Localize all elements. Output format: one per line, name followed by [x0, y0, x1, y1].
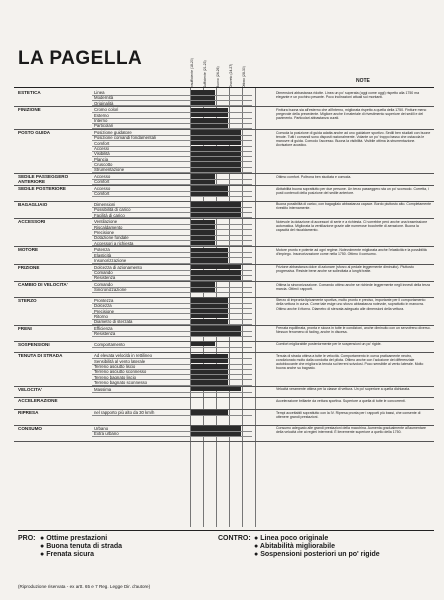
rating-bar — [191, 354, 228, 358]
contro-text: Abitabilità migliorabile — [259, 543, 335, 550]
rating-bar — [191, 162, 241, 166]
pagella-page — [14, 12, 434, 592]
rating-bar — [191, 282, 215, 286]
contro-text: Linea poco originale — [260, 535, 329, 542]
rating-bar — [191, 230, 215, 234]
rating-bar — [191, 265, 241, 269]
section-note: Frenata equilibrata, pronta e sicura in tutte le condizioni, anche diminuito con un servofreno diverso. Nessun fenomeno di fading, anche in discesa. — [276, 326, 431, 335]
criterion-label: Accessori a richiesta — [94, 240, 134, 246]
criterion-label: Dotazione fondale — [94, 235, 129, 241]
rating-bar — [191, 309, 228, 313]
criterion-dotted-rule — [92, 392, 252, 393]
criterion-label: Possibilità di carico — [94, 207, 131, 213]
criterion-label: Comfort — [94, 191, 110, 197]
section-note: Velocità veramente ottima per la classe di vettura. Un po' superiore a quella dichiarata. — [276, 387, 411, 392]
rating-bar — [191, 342, 215, 346]
criterion-label: Posizione guidatore — [94, 130, 132, 136]
rating-bar — [191, 96, 215, 100]
page-title: LA PAGELLA — [18, 48, 143, 69]
copyright-footer: (Riproduzione riservata - ex artt. 65 e 7 Reg. Legge Dir. d'autore) — [18, 584, 151, 589]
pros-item — [40, 551, 200, 558]
section-note: Tenuta di strada ottima a tutte le velocità. Comportamento in curva praticamente neutro, condizionato molto dalla condotta del pilota. Ottimo anche con l'adozione dei differenziale autobloccante che migliora la tenuta sui terreni scivolosi. Poco sensibile al vento laterale. Molto buona anche su bagnato. — [276, 353, 424, 371]
column-header: Ottimo (28-30) — [242, 66, 246, 88]
rating-bar — [191, 236, 215, 240]
criterion-label: Insonorizzazione — [94, 257, 127, 263]
rating-bar — [191, 130, 241, 134]
column-header: Discreto (24-27) — [229, 63, 233, 88]
criterion-label: Dimensioni — [94, 201, 116, 207]
criterion-label: Cruscotto — [94, 161, 113, 167]
pros-label: PRO: — [18, 535, 36, 542]
section-category: SEDILE POSTERIORE — [18, 186, 66, 192]
criterion-label: Esterno — [94, 112, 109, 118]
criterion-label: Modernità — [94, 95, 114, 101]
criterion-label: Accesso — [94, 174, 111, 179]
rating-bar — [191, 124, 228, 128]
criterion-label: Ad elevata velocità in rettilineo — [94, 353, 153, 359]
rating-bar — [191, 380, 228, 384]
table-top-rule — [14, 87, 434, 88]
rating-bar — [191, 141, 241, 145]
section-note: Comfort migliorabile posteriormente per le sospensioni un po' rigide. — [276, 342, 382, 347]
section-note: Tempi accettabili soprattutto con la IV. Ripresa pronta per i rapporti più bassi, che consente di ottenere grandi prestazioni. — [276, 410, 421, 419]
criterion-label: Resistenza — [94, 275, 116, 281]
criterion-label: Particolari — [94, 123, 114, 129]
rating-bar — [191, 326, 241, 330]
section-category: ACCELERAZIONE — [18, 398, 58, 404]
rating-bar — [191, 375, 228, 379]
section-category: CONSUMO — [18, 425, 42, 431]
section-category: VELOCITA' — [18, 386, 42, 392]
criterion-dotted-rule — [92, 292, 252, 293]
section-category: RIPRESA — [18, 410, 39, 416]
bullet-icon: ● — [40, 551, 47, 558]
rating-bar — [191, 387, 241, 391]
criterion-label: Precisione — [94, 229, 115, 235]
section-category: CAMBIO DI VELOCITA' — [18, 282, 68, 288]
criterion-label: Diametro di sterzata — [94, 319, 133, 325]
contro-item — [254, 551, 434, 558]
notes-header: NOTE — [356, 78, 370, 84]
criterion-dotted-rule — [92, 252, 252, 253]
rating-bar — [191, 288, 215, 292]
rating-bar — [191, 220, 215, 224]
rating-bar — [191, 426, 241, 430]
criterion-label: Potenza — [94, 247, 110, 253]
criterion-label: Comando — [94, 282, 113, 288]
rating-bar — [191, 319, 228, 323]
criterion-label: Strumentazione — [94, 167, 125, 173]
section-note: Buona possibilità di carico, con bagagliaio abbastanza capace. Bordo piuttosto alto. Completamente rivestito internamente. — [276, 202, 432, 211]
section-note: Dimensioni abbastanza ridotte. Linea un po' superata (oggi come oggi) rispetto alla 1750 ma elegante e un pochino pesante. Poco inclinazioni attuali sui montanti. — [276, 90, 420, 99]
criterion-dotted-rule — [92, 196, 252, 197]
criterion-label: Plancia — [94, 156, 109, 162]
rating-bar — [191, 225, 215, 229]
criterion-label: Posizione comandi fondamentali — [94, 135, 156, 141]
rating-bar — [191, 364, 228, 368]
criterion-label: Elasticità — [94, 252, 112, 258]
criterion-label: Terreno bagnato liscio — [94, 374, 137, 380]
section-rule — [14, 441, 434, 442]
column-rule — [242, 87, 243, 527]
column-rule — [255, 87, 256, 527]
rating-bar — [191, 113, 228, 117]
criterion-label: Ventilazione — [94, 219, 118, 225]
rating-bar — [191, 213, 241, 217]
criterion-label: nel rapporto più alto da 30 km/h — [94, 410, 155, 416]
criterion-label: Visibilità — [94, 151, 110, 157]
criterion-label: Sensibilità al vento laterale — [94, 358, 146, 364]
criterion-dotted-rule — [92, 95, 252, 96]
rating-bar — [191, 90, 215, 94]
criterion-dotted-rule — [92, 347, 252, 348]
rating-bar — [191, 304, 228, 308]
criterion-label: Precisione — [94, 308, 115, 314]
contro-text: Sospensioni posteriori un po' rigide — [260, 551, 380, 558]
criterion-dotted-rule — [92, 229, 252, 230]
criterion-dotted-rule — [92, 303, 252, 304]
section-category: STERZO — [18, 297, 37, 303]
section-category: SEDILE PASSEGGERO ANTERIORE — [18, 174, 69, 184]
rating-bar — [191, 168, 241, 172]
contro-label: CONTRO: — [218, 535, 251, 542]
criterion-dotted-rule — [92, 123, 252, 124]
section-note: Notevole la dotazione di accessori di serie e a richiesta. Ci vorrebbe però anche una trasmissione automatica. Migliorata la ventilazione grazie alle numerose bocchette di aerazione. Buona la capacità del riscaldamento. — [276, 219, 428, 232]
criterion-label: Dolcezza — [94, 303, 112, 309]
rating-bar — [191, 410, 228, 414]
criterion-label: Urbano — [94, 425, 109, 431]
rating-bar — [191, 174, 215, 178]
criterion-label: Efficienza — [94, 325, 113, 331]
section-note: Finitura buona sia all'esterno che all'interno, migliorata rispetto a quella della 1750. Finiture meno pregevole della precedente. Migliore anche il materiale di rivestimento superiore dei sedili e del pavimento. Particolari abbastanza curati. — [276, 107, 427, 121]
column-header: Buono (24-26) — [216, 66, 220, 88]
rating-bar — [191, 152, 241, 156]
section-category: SOSPENSIONI — [18, 341, 50, 347]
criterion-label: Resistenza — [94, 331, 116, 337]
section-note: Abitabilità buona soprattutto per due persone. Un terzo passeggero sta un po' scomodo. Corretta, i posti contenuti della posizione del sedile anteriore. — [276, 186, 429, 195]
criterion-label: Sincronizzazione — [94, 287, 127, 293]
section-note: Motore pronto e potente ad ogni regime. Notevolmente migliorata anche l'elasticità e la possibilità d'impiego. Insonorizzazione come nella 1750. Ottimo il consumo. — [276, 247, 427, 256]
rating-bar — [191, 276, 241, 280]
section-category: FINIZIONE — [18, 107, 41, 113]
criterion-label: Linea — [94, 90, 105, 95]
criterion-label: Dolcezza di azionamento — [94, 264, 143, 270]
criterion-label: Originalità — [94, 100, 114, 106]
rating-bar — [191, 146, 241, 150]
contro-item — [254, 535, 434, 542]
pros-item — [40, 535, 200, 542]
criterion-label: Massima — [94, 386, 112, 392]
bullet-icon: ● — [254, 543, 260, 550]
rating-bar — [191, 118, 228, 122]
section-note: Frizione abbastanza dolce di azionare (sforzo al pedale leggermente diminuito). Piuttosto progressiva. Resiste bene anche se sollecitata a lunghi tratte. — [276, 265, 414, 274]
pros-item — [40, 543, 200, 550]
section-category: BAGAGLIAIO — [18, 201, 48, 207]
rating-bar — [191, 180, 215, 184]
pros-cons-section — [18, 530, 434, 558]
criterion-dotted-rule — [92, 112, 252, 113]
criterion-label: Terreno asciutto sconnesso — [94, 369, 147, 375]
criterion-dotted-rule — [92, 100, 252, 101]
rating-bar — [191, 270, 241, 274]
criterion-dotted-rule — [92, 336, 252, 337]
criterion-label: Terreno bagnato sconnesso — [94, 379, 148, 385]
section-note: Ottimo comfort. Poltrona ben studiata e comoda. — [276, 174, 352, 179]
rating-bar — [191, 186, 228, 190]
section-note: Accelerazione brillante da vettura sportiva. Superiore a quella di tutte le concorrenti. — [276, 398, 406, 403]
rating-bar — [191, 359, 228, 363]
criterion-label: Comportamento — [94, 341, 125, 347]
criterion-dotted-rule — [92, 313, 252, 314]
section-category: FRENI — [18, 325, 32, 331]
bullet-icon: ● — [254, 535, 261, 542]
rating-bar — [191, 332, 241, 336]
criterion-dotted-rule — [92, 179, 252, 180]
rating-bar — [191, 258, 228, 262]
bullet-icon: ● — [254, 551, 261, 558]
section-category: ACCESSORI — [18, 219, 46, 225]
criterion-label: Ritorno — [94, 313, 108, 319]
criterion-label: Comando — [94, 270, 113, 275]
pros-text: Buona tenuta di strada — [46, 543, 123, 550]
contro-item — [254, 543, 434, 550]
rating-bar — [191, 192, 228, 196]
rating-bar — [191, 202, 241, 206]
section-category: POSTO GUIDA — [18, 130, 51, 136]
rating-bar — [191, 370, 228, 374]
criterion-label: Riscaldamento — [94, 224, 123, 230]
section-category: TENUTA DI STRADA — [18, 353, 63, 359]
column-header: Insufficiente (18-20) — [190, 58, 194, 88]
rating-bar — [191, 432, 241, 436]
section-category: FRIZIONE — [18, 264, 40, 270]
section-category: MOTORE — [18, 247, 39, 253]
rating-bar — [191, 298, 228, 302]
section-note: Ottima la sincronizzazione. Comando ottimo anche se richiede leggermente negli innesti della terza marcia. Ottimi i rapporti. — [276, 282, 430, 291]
rating-bar — [191, 314, 228, 318]
criterion-label: Cromo colori — [94, 107, 119, 113]
rating-bar — [191, 136, 241, 140]
pros-text: Frenata sicura — [46, 551, 95, 558]
criterion-label: Facilità di carico — [94, 212, 125, 218]
criterion-label: Comfort — [94, 140, 110, 146]
rating-bar — [191, 157, 241, 161]
criterion-label: Accesso — [94, 186, 111, 192]
criterion-dotted-rule — [92, 415, 252, 416]
rating-bar — [191, 253, 228, 257]
criterion-label: Extra urbano — [94, 431, 119, 437]
criterion-label: Comfort — [94, 179, 110, 185]
criterion-label: Interno — [94, 118, 108, 123]
rating-bar — [191, 208, 241, 212]
pros-text: Ottime prestazioni — [46, 535, 108, 542]
section-note: Consumo adeguato alle grandi prestazioni della macchina. Aumenta gradualmente all'aumentare della velocità che ai regimi intermedi. È lievemente superiore a quello della 1750. — [276, 426, 426, 435]
criterion-dotted-rule — [92, 118, 252, 119]
rating-bar — [191, 241, 215, 245]
section-note: Sterzo di impronta tipicamente sportiva, molto pronto e preciso, importante per il comportamento della vettura in curva. Come tale esige uno sforzo abbastanza notevole, soprattutto in manovra. Ottimo anche il ritorno. Diametro di sterzata adeguato alle dimensioni della vettura. — [276, 298, 426, 311]
rating-bar — [191, 248, 228, 252]
bullet-icon: ● — [40, 543, 47, 550]
criterion-label: Prontezza — [94, 297, 114, 303]
rating-bar — [191, 108, 228, 112]
section-note: Comoda la posizione di guida adatta anche ad uno guidatore sportivo. Sedili ben studiati con buone tenute. Tutti i comandi sono disposti razionalmente. Volante un po' troppo basso che ostacola le manovre di guida. Comodo l'accesso. Buona la visibilità. Visibile ottima la strumentazione. Avvisatore acustico. — [276, 130, 431, 147]
criterion-dotted-rule — [92, 308, 252, 309]
criterion-label: Accessi — [94, 146, 109, 151]
section-category: ESTETICA — [18, 90, 41, 95]
column-header: Sufficiente (21-23) — [203, 60, 207, 88]
bullet-icon: ● — [40, 535, 47, 542]
criterion-dotted-rule — [92, 436, 252, 437]
rating-bar — [191, 101, 215, 105]
criterion-dotted-rule — [92, 191, 252, 192]
criterion-label: Terreno asciutto liscio — [94, 364, 136, 369]
